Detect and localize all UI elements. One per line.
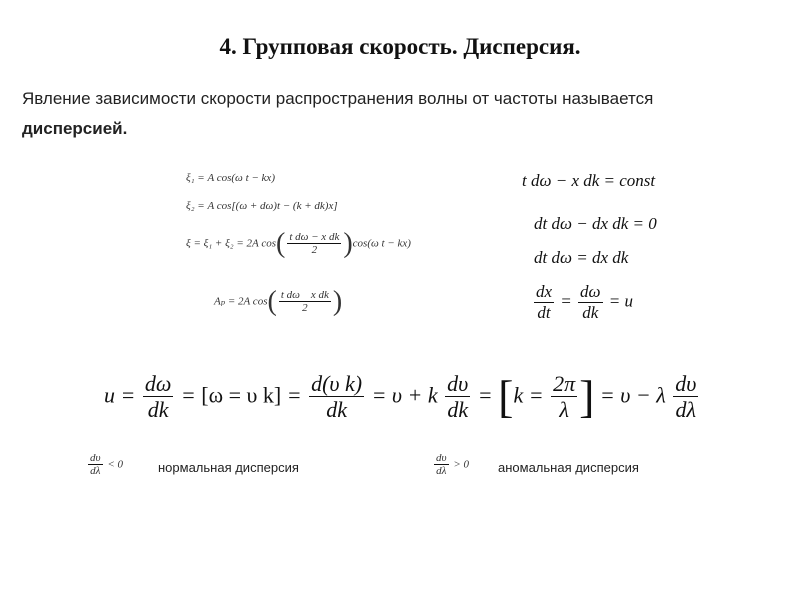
main-f2-num: d(υ k) xyxy=(311,371,363,396)
formula-amplitude: Aₚ = 2A cos( $\frac{\text{t dω x dk}}{2}$ ) xyxy=(214,286,343,317)
eq4-den2: dk xyxy=(582,302,599,322)
main-tail: = υ − λ xyxy=(599,382,666,408)
main-f3-num: dυ xyxy=(447,371,469,396)
formula-xi-sum: ξ = ξ₁ + ξ₂ = 2A cos( $\frac{\text{t dω − x dk}}{2}$ )cos(ω t − kx) xyxy=(186,228,411,259)
amp-lhs: Aₚ = 2A cos xyxy=(214,295,268,308)
main-f5-num: dυ xyxy=(675,371,697,396)
normal-cond-rel: < 0 xyxy=(107,458,123,471)
main-u-eq: u = xyxy=(104,382,136,408)
main-br2-lhs: k = xyxy=(513,382,544,408)
intro-term: дисперсией. xyxy=(22,119,128,138)
normal-condition xyxy=(86,452,123,478)
formula-differential-zero: dt dω − dx dk = 0 xyxy=(534,214,657,233)
amp-frac-den: 2 xyxy=(302,302,308,315)
slide-title: 4. Групповая скорость. Дисперсия. xyxy=(219,34,581,59)
normal-dispersion-label: нормальная дисперсия xyxy=(158,460,299,475)
formula-rayleigh: u = $\frac{d\omega}{dk}$ = [ω = υ k] = $\frac{\text{d(υ k)}}{dk}$ = υ + k $\frac{d\upsilon}{dk}$ = [k = $\frac{2\pi}{\lambda}$ ] = υ − λ $\frac{d\upsilon}{d\lambda}$ xyxy=(104,371,697,423)
main-f4-den: λ xyxy=(559,397,569,423)
formula-phase-const: t dω − x dk = const xyxy=(522,171,656,190)
main-f1-num: dω xyxy=(144,371,172,396)
main-f3-den: dk xyxy=(447,397,469,423)
intro-text: Явление зависимости скорости распространения волны от частоты называется xyxy=(22,89,654,108)
main-f5-den: dλ xyxy=(675,397,697,423)
xi-sum-lhs: ξ = ξ₁ + ξ₂ = 2A cos xyxy=(186,237,276,250)
main-eq2: = xyxy=(286,382,302,408)
formula-xi1: ξ₁ = A cos(ω t − kx) xyxy=(186,172,275,184)
anomalous-condition xyxy=(432,452,469,478)
formula-differential-equal: dt dω = dx dk xyxy=(534,248,629,267)
main-bracket-1: [ω = υ k] xyxy=(201,382,282,408)
formula-xi2: ξ₂ = A cos[(ω + dω)t − (k + dk)x] xyxy=(186,200,338,212)
main-eq3: = xyxy=(477,382,493,408)
anomalous-dispersion-label: аномальная дисперсия xyxy=(498,460,639,475)
xi-sum-frac-num: t dω − x dk xyxy=(289,231,340,244)
anomalous-cond-rel: > 0 xyxy=(453,458,469,471)
xi-sum-frac-den: 2 xyxy=(311,244,318,257)
normal-cond-den: dλ xyxy=(90,465,101,478)
main-f4-num: 2π xyxy=(553,371,576,396)
main-f1-den: dk xyxy=(147,397,169,423)
xi-sum-rhs: cos(ω t − kx) xyxy=(352,237,411,250)
main-mid: = υ + k xyxy=(371,382,438,408)
anomalous-cond-den: dλ xyxy=(436,465,447,478)
eq4-rhs: = u xyxy=(608,291,634,311)
normal-cond-num: dυ xyxy=(90,452,101,464)
eq4-num2: dω xyxy=(580,282,601,301)
amp-frac-num: t dω x dk xyxy=(280,289,329,302)
anomalous-cond-num: dυ xyxy=(436,452,447,464)
intro-paragraph xyxy=(22,84,782,144)
eq4-num1: dx xyxy=(536,282,553,301)
formula-group-velocity: $\frac{dx}{dt}$ = $\frac{d\omega}{dk}$ = u xyxy=(536,282,634,322)
main-f2-den: dk xyxy=(326,397,347,423)
eq4-den1: dt xyxy=(537,302,551,322)
